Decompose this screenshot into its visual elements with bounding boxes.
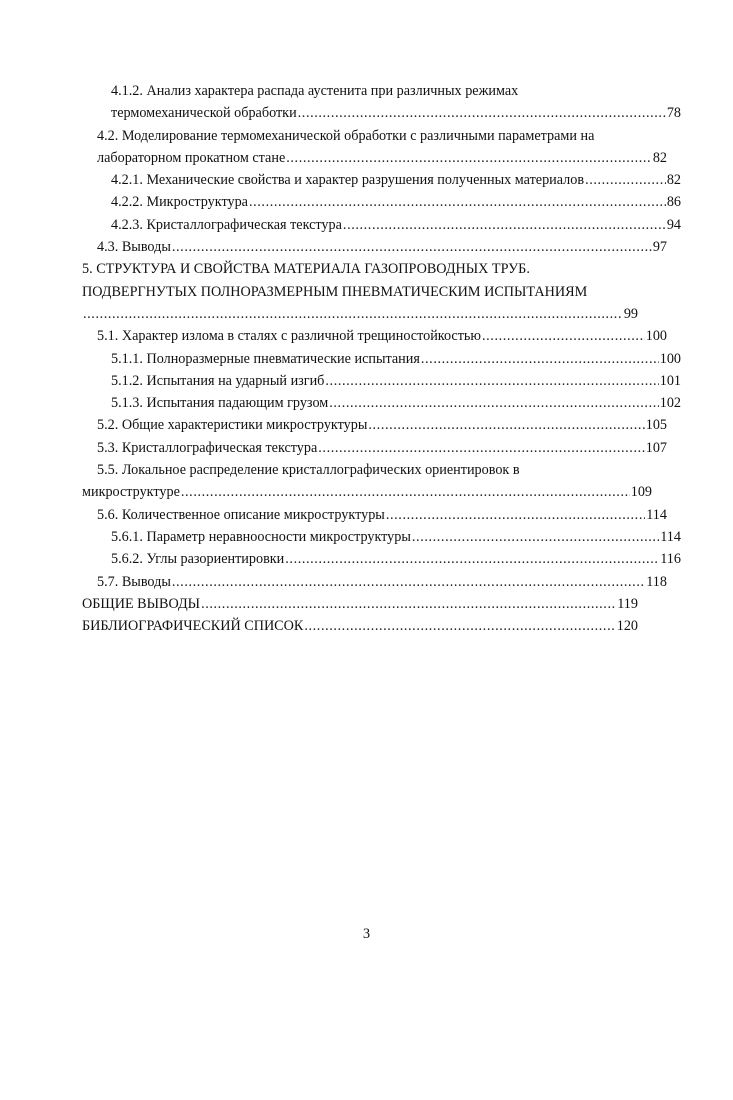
- toc-page-number: 100: [659, 350, 681, 367]
- toc-chapter-5-line1: [82, 258, 652, 280]
- toc-entry-text: 5.3. Кристаллографическая текстура: [97, 439, 318, 456]
- toc-entry-5-3: [82, 437, 667, 459]
- toc-entry-text: БИБЛИОГРАФИЧЕСКИЙ СПИСОК: [82, 618, 304, 635]
- page-number: 3: [362, 926, 371, 942]
- toc-entry-text: 4.2.2. Микроструктура: [111, 194, 248, 211]
- toc-page-number: 118: [646, 573, 667, 590]
- toc-page-number: 114: [660, 528, 681, 545]
- toc-entry-text: 5.6. Количественное описание микроструктуры: [97, 506, 385, 523]
- dot-leader: [368, 414, 644, 436]
- toc-entry-4-2-3: [82, 214, 681, 236]
- dot-leader: [249, 191, 666, 213]
- toc-entry-text: 5.1.1. Полноразмерные пневматические испытания: [111, 350, 420, 367]
- toc-entry-text: 5.6.1. Параметр неравноосности микроструктуры: [111, 528, 411, 545]
- toc-entry-5-1-3: [82, 392, 681, 414]
- toc-entry-5-1-1: [82, 348, 681, 370]
- dot-leader: [83, 303, 623, 325]
- dot-leader: [172, 236, 652, 258]
- toc-entry-5-1: [82, 325, 667, 347]
- dot-leader: [304, 615, 615, 637]
- toc-entry-4-2-line2: [82, 147, 667, 169]
- toc-entry-4-2-1: [82, 169, 681, 191]
- toc-page-number: 82: [666, 172, 681, 189]
- toc-page-number: 105: [645, 417, 667, 434]
- toc-page-number: 99: [623, 305, 638, 322]
- toc-entry-text: 4.2.3. Кристаллографическая текстура: [111, 216, 342, 233]
- toc-entry-text: 4.2. Моделирование термомеханической обработки с различными параметрами на: [97, 127, 595, 144]
- toc-entry-text: микроструктуре: [82, 484, 180, 501]
- toc-entry-4-2-line1: [82, 125, 652, 147]
- dot-leader: [343, 214, 666, 236]
- toc-entry-text: 5.7. Выводы: [97, 573, 171, 590]
- dot-leader: [285, 548, 659, 570]
- toc-entry-text: 5.1.2. Испытания на ударный изгиб: [111, 372, 325, 389]
- toc-page-number: 102: [659, 395, 681, 412]
- toc-entry-5-5-line2: [82, 481, 652, 503]
- dot-leader: [201, 593, 616, 615]
- toc-entry-text: 5. СТРУКТУРА И СВОЙСТВА МАТЕРИАЛА ГАЗОПРОВОДНЫХ ТРУБ.: [82, 261, 530, 278]
- toc-entry-5-2: [82, 414, 667, 436]
- table-of-contents: [82, 80, 681, 637]
- dot-leader: [386, 504, 645, 526]
- toc-entry-5-6: [82, 504, 667, 526]
- toc-entry-5-6-1: [82, 526, 681, 548]
- toc-page-number: 101: [659, 372, 681, 389]
- toc-entry-5-5-line1: [82, 459, 652, 481]
- toc-page-number: 78: [666, 105, 681, 122]
- toc-entry-text: 5.1. Характер излома в сталях с различной трещиностойкостью: [97, 328, 481, 345]
- dot-leader: [286, 147, 652, 169]
- toc-entry-text: 5.5. Локальное распределение кристаллографических ориентировок в: [97, 462, 520, 479]
- toc-page-number: 116: [660, 551, 681, 568]
- toc-entry-4-1-2-line2: [82, 102, 681, 124]
- toc-entry-text: ОБЩИЕ ВЫВОДЫ: [82, 595, 201, 612]
- toc-entry-4-2-2: [82, 191, 681, 213]
- dot-leader: [421, 348, 659, 370]
- toc-entry-text: термомеханической обработки: [111, 105, 297, 122]
- dot-leader: [298, 102, 666, 124]
- toc-page-number: 82: [652, 149, 667, 166]
- toc-chapter-5-line3: [82, 303, 638, 325]
- toc-entry-5-7: [82, 571, 667, 593]
- toc-entry-4-3: [82, 236, 667, 258]
- dot-leader: [482, 325, 645, 347]
- toc-entry-5-1-2: [82, 370, 681, 392]
- toc-page-number: 94: [666, 216, 681, 233]
- toc-page-number: 100: [645, 328, 667, 345]
- toc-entry-text: 5.6.2. Углы разориентировки: [111, 551, 285, 568]
- toc-entry-text: 4.2.1. Механические свойства и характер разрушения полученных материалов: [111, 172, 585, 189]
- toc-entry-text: 4.1.2. Анализ характера распада аустенита при различных режимах: [111, 83, 519, 99]
- toc-page-number: 114: [646, 506, 667, 523]
- dot-leader: [181, 481, 630, 503]
- toc-chapter-5-line2: [82, 281, 652, 303]
- toc-entry-general-conclusions: [82, 593, 638, 615]
- toc-entry-bibliography: [82, 615, 638, 637]
- toc-page-number: 120: [616, 618, 638, 635]
- toc-entry-text: ПОДВЕРГНУТЫХ ПОЛНОРАЗМЕРНЫМ ПНЕВМАТИЧЕСКИМ ИСПЫТАНИЯМ: [82, 283, 588, 300]
- toc-page-number: 109: [630, 484, 652, 501]
- dot-leader: [585, 169, 666, 191]
- toc-entry-text: лабораторном прокатном стане: [97, 149, 286, 166]
- toc-page-number: 97: [652, 239, 667, 256]
- toc-entry-4-1-2-line1: [82, 80, 652, 102]
- dot-leader: [318, 437, 644, 459]
- toc-entry-text: 4.3. Выводы: [97, 239, 171, 256]
- dot-leader: [412, 526, 659, 548]
- toc-entry-text: 5.1.3. Испытания падающим грузом: [111, 395, 329, 412]
- toc-page-number: 119: [617, 595, 638, 612]
- toc-entry-5-6-2: [82, 548, 681, 570]
- toc-page-number: 107: [645, 439, 667, 456]
- dot-leader: [172, 571, 645, 593]
- dot-leader: [329, 392, 658, 414]
- toc-page-number: 86: [666, 194, 681, 211]
- dot-leader: [325, 370, 658, 392]
- toc-entry-text: 5.2. Общие характеристики микроструктуры: [97, 417, 368, 434]
